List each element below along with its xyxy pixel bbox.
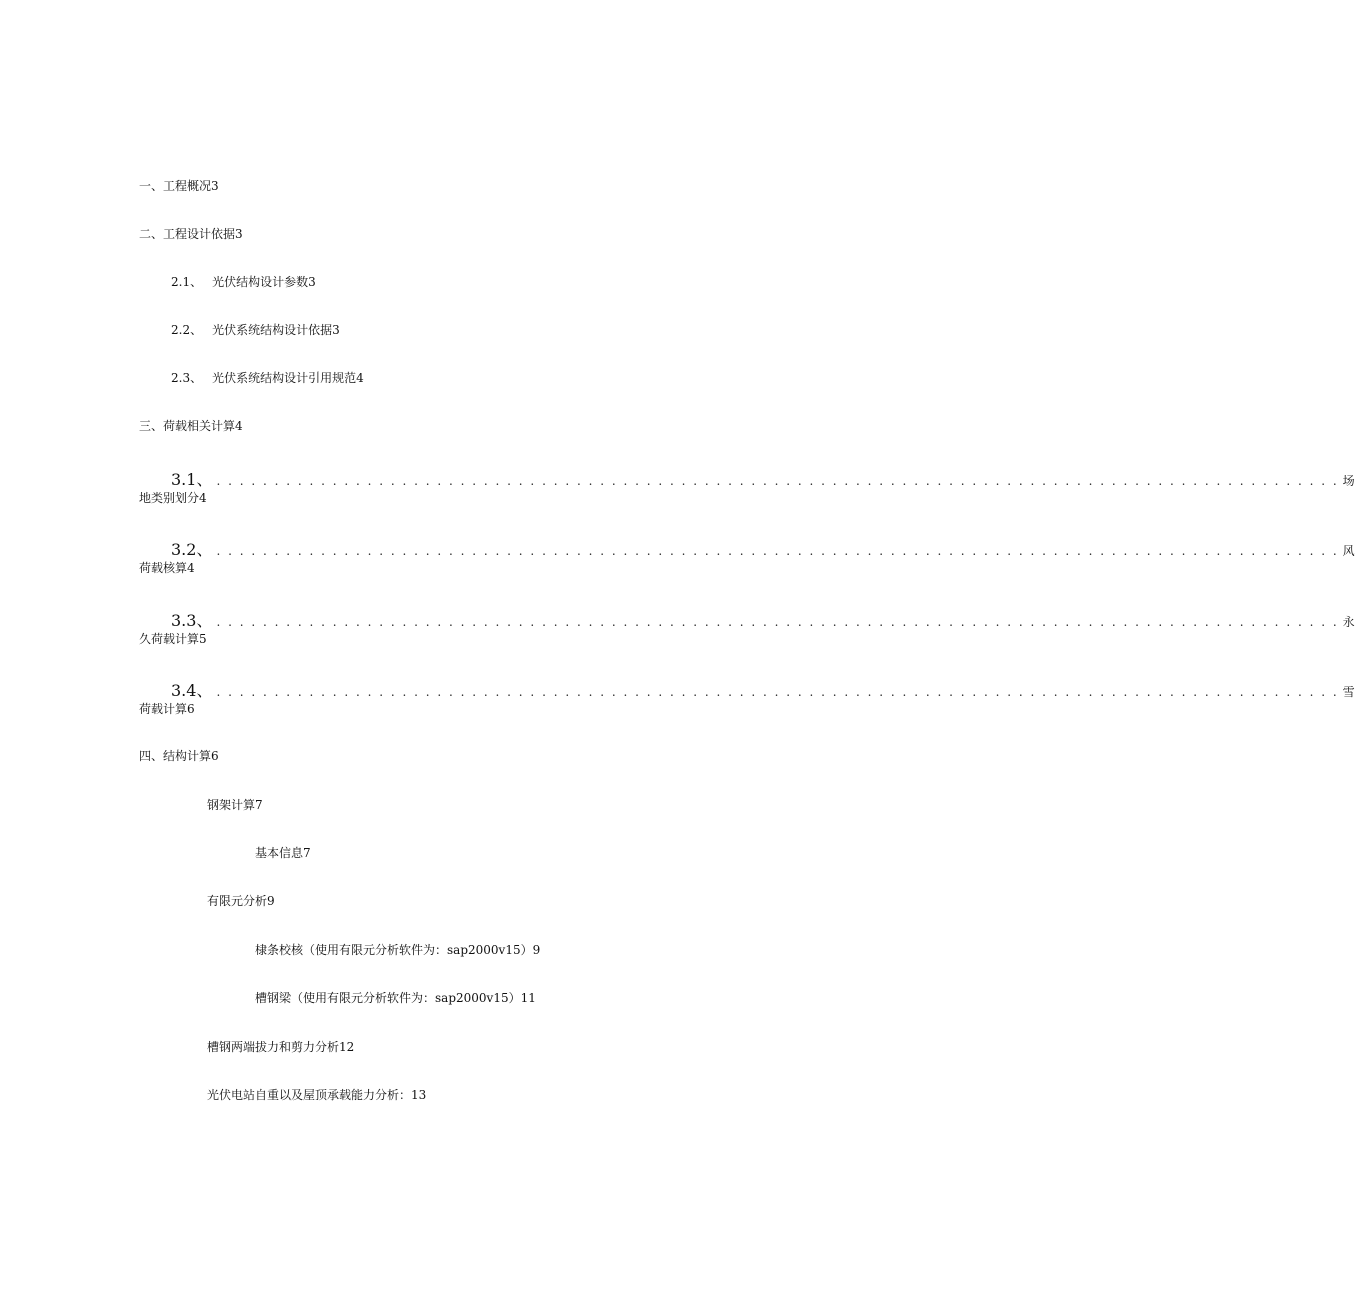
- toc-entry-label-start: 雪: [1342, 685, 1355, 699]
- toc-entry-basic-info[interactable]: 基本信息7: [255, 846, 311, 860]
- toc-entry-label: 光伏系统结构设计引用规范4: [212, 371, 364, 385]
- toc-entry-label: 光伏系统结构设计依据3: [212, 323, 340, 337]
- dot-leader: . . . . . . . . . . . . . . . . . . . . . . . . . . . . . . . . . . . . . . . . . . . . . . . . . . . . . . . . . . . . . . . . . . . . . . . . . . . . . . . . . . . . . . . . . . . . . . . . .: [216, 474, 1339, 488]
- toc-entry-label-start: 风: [1342, 544, 1355, 558]
- toc-entry-number: 3.3、: [171, 611, 213, 630]
- toc-entry-number: 2.2、: [171, 323, 203, 337]
- toc-entry-3-3[interactable]: [139, 611, 1355, 651]
- toc-entry-number: 2.1、: [171, 275, 203, 289]
- toc-entry-self-weight-roof[interactable]: 光伏电站自重以及屋顶承载能力分析：13: [207, 1088, 427, 1102]
- toc-entry-purlin-check[interactable]: 棣条校核（使用有限元分析软件为：sap2000v15）9: [255, 943, 541, 957]
- toc-entry-number: 3.2、: [171, 540, 213, 559]
- toc-entry-design-basis[interactable]: 二、工程设计依据3: [139, 227, 243, 241]
- toc-entry-fea[interactable]: 有限元分析9: [207, 894, 275, 908]
- toc-entry-structural-calculation[interactable]: 四、结构计算6: [139, 749, 219, 763]
- dot-leader: . . . . . . . . . . . . . . . . . . . . . . . . . . . . . . . . . . . . . . . . . . . . . . . . . . . . . . . . . . . . . . . . . . . . . . . . . . . . . . . . . . . . . . . . . . . . . . . . .: [216, 615, 1339, 629]
- toc-entry-2-2[interactable]: [171, 322, 340, 338]
- dot-leader: . . . . . . . . . . . . . . . . . . . . . . . . . . . . . . . . . . . . . . . . . . . . . . . . . . . . . . . . . . . . . . . . . . . . . . . . . . . . . . . . . . . . . . . . . . . . . . . . .: [216, 685, 1339, 699]
- toc-entry-number: 2.3、: [171, 371, 203, 385]
- toc-entry-label-start: 永: [1342, 615, 1355, 629]
- toc-entry-label-continued: 荷载核算4: [139, 561, 195, 575]
- toc-entry-number: 3.1、: [171, 470, 213, 489]
- toc-entry-label-continued: 地类别划分4: [139, 491, 207, 505]
- toc-entry-project-overview[interactable]: 一、工程概况3: [139, 179, 219, 193]
- toc-entry-3-2[interactable]: [139, 540, 1355, 580]
- toc-entry-channel-beam[interactable]: 槽钢梁（使用有限元分析软件为：sap2000v15）11: [255, 991, 536, 1005]
- toc-entry-steel-frame[interactable]: 钢架计算7: [207, 798, 263, 812]
- toc-entry-2-1[interactable]: [171, 274, 316, 290]
- toc-entry-2-3[interactable]: [171, 370, 364, 386]
- toc-entry-3-4[interactable]: [139, 681, 1355, 721]
- toc-entry-label-start: 场: [1342, 474, 1355, 488]
- toc-entry-label-continued: 久荷载计算5: [139, 632, 207, 646]
- toc-entry-3-1[interactable]: [139, 470, 1355, 510]
- toc-entry-number: 3.4、: [171, 681, 213, 700]
- toc-entry-pullout-shear[interactable]: 槽钢两端拔力和剪力分析12: [207, 1040, 355, 1054]
- dot-leader: . . . . . . . . . . . . . . . . . . . . . . . . . . . . . . . . . . . . . . . . . . . . . . . . . . . . . . . . . . . . . . . . . . . . . . . . . . . . . . . . . . . . . . . . . . . . . . . . .: [216, 544, 1339, 558]
- toc-entry-label: 光伏结构设计参数3: [212, 275, 316, 289]
- toc-entry-load-calculation[interactable]: 三、荷载相关计算4: [139, 419, 243, 433]
- toc-entry-label-continued: 荷载计算6: [139, 702, 195, 716]
